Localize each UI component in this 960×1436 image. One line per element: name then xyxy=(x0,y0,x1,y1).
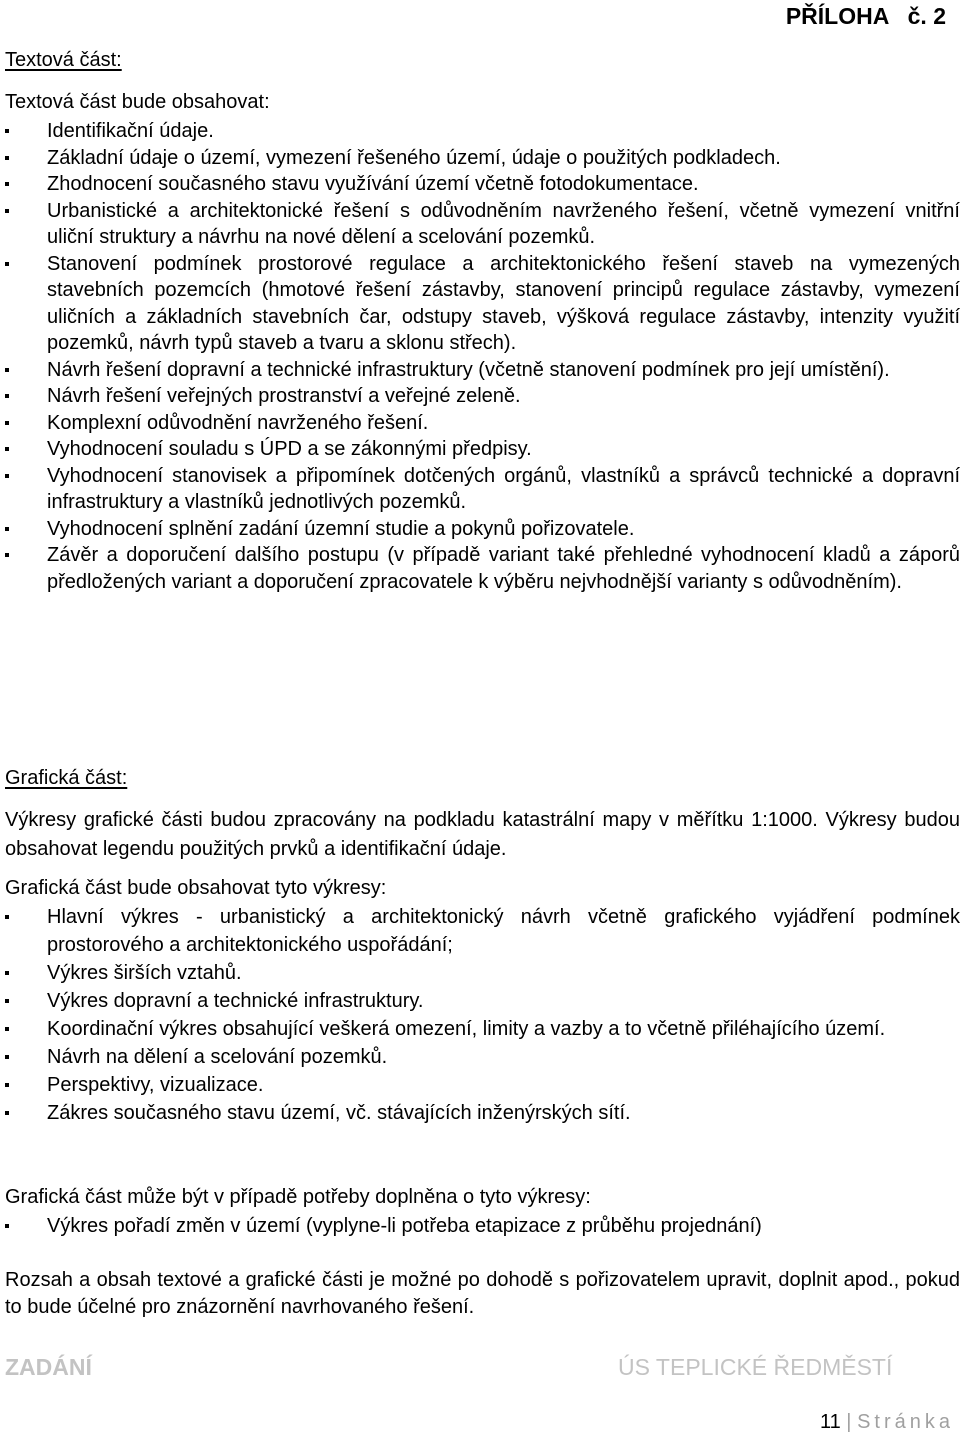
list-item xyxy=(5,516,960,543)
graphic-part-intro: Výkresy grafické části budou zpracovány na podkladu katastrální mapy v měřítku 1:1000. Výkresy budou obsahovat legendu použitých prvků a identifikační údaje. xyxy=(5,809,960,860)
list-item xyxy=(5,987,960,1015)
bullet-icon xyxy=(5,262,9,266)
list-item xyxy=(5,1043,960,1071)
bullet-icon xyxy=(5,553,9,557)
page-number-separator: | xyxy=(846,1411,852,1433)
bullet-icon xyxy=(5,1027,9,1031)
bullet-icon xyxy=(5,1224,9,1228)
list-item-text: Zákres současného stavu území, vč. stávajících inženýrských sítí. xyxy=(47,1102,631,1124)
list-item xyxy=(5,1212,960,1240)
list-item-text: Stanovení podmínek prostorové regulace a architektonického řešení staveb na vymezených stavebních pozemcích (hmotové řešení zástavby, stanovení principů regulace zástavby, vymezení uličních a základních stavebních čar, odstupy staveb, výšková regulace zástavby, intenzity využití pozemků, návrh typů staveb a tvaru a sklonu střech). xyxy=(47,252,960,354)
list-item-text: Výkres pořadí změn v území (vyplyne-li potřeba etapizace z průběhu projednání) xyxy=(47,1215,762,1237)
list-item xyxy=(5,383,960,410)
text-part-list xyxy=(5,118,960,595)
list-item xyxy=(5,118,960,145)
list-item-text: Identifikační údaje. xyxy=(47,120,214,142)
page-number-value: 11 xyxy=(819,1411,841,1433)
bullet-icon xyxy=(5,421,9,425)
bullet-icon xyxy=(5,1111,9,1115)
list-item xyxy=(5,542,960,595)
text-part-intro: Textová část bude obsahovat: xyxy=(5,91,270,113)
page-number-word: Stránka xyxy=(857,1411,954,1433)
graphic-part-heading: Grafická část: xyxy=(5,767,128,789)
list-item xyxy=(5,1099,960,1127)
bullet-icon xyxy=(5,368,9,372)
text-part-heading: Textová část: xyxy=(5,49,122,71)
bullet-icon xyxy=(5,156,9,160)
list-item-text: Návrh na dělení a scelování pozemků. xyxy=(47,1046,388,1068)
list-item-text: Vyhodnocení stanovisek a připomínek dotčených orgánů, vlastníků a správců technické a dopravní infrastruktury a vlastníků jednotlivých pozemků. xyxy=(47,464,960,513)
list-item xyxy=(5,463,960,516)
list-item xyxy=(5,171,960,198)
bullet-icon xyxy=(5,129,9,133)
footer-right-label: ÚS TEPLICKÉ ŘEDMĚSTÍ xyxy=(618,1354,893,1380)
list-item xyxy=(5,145,960,172)
footer-left-label: ZADÁNÍ xyxy=(5,1354,92,1380)
graphic-part-optional-list xyxy=(5,1212,960,1240)
list-item xyxy=(5,903,960,959)
closing-paragraph: Rozsah a obsah textové a grafické části je možné po dohodě s pořizovatelem upravit, doplnit apod., pokud to bude účelné pro znázornění navrhovaného řešení. xyxy=(5,1269,960,1318)
bullet-icon xyxy=(5,447,9,451)
list-item-text: Koordinační výkres obsahující veškerá omezení, limity a vazby a to včetně přiléhajícího území. xyxy=(47,1018,886,1040)
bullet-icon xyxy=(5,527,9,531)
graphic-part-list-intro: Grafická část bude obsahovat tyto výkresy: xyxy=(5,877,387,899)
list-item xyxy=(5,1015,960,1043)
bullet-icon xyxy=(5,394,9,398)
list-item-text: Výkres dopravní a technické infrastruktury. xyxy=(47,990,424,1012)
list-item-text: Hlavní výkres - urbanistický a architektonický návrh včetně grafického vyjádření podmínek prostorového a architektonického uspořádání; xyxy=(47,906,960,956)
list-item-text: Komplexní odůvodnění navrženého řešení. xyxy=(47,411,429,434)
bullet-icon xyxy=(5,209,9,213)
list-item-text: Perspektivy, vizualizace. xyxy=(47,1074,264,1096)
list-item xyxy=(5,410,960,437)
list-item xyxy=(5,959,960,987)
list-item-text: Urbanistické a architektonické řešení s odůvodněním navrženého řešení, včetně vymezení vnitřní uliční struktury a návrhu na nové dělení a scelování pozemků. xyxy=(47,199,960,248)
list-item-text: Vyhodnocení splnění zadání územní studie a pokynů pořizovatele. xyxy=(47,517,635,540)
bullet-icon xyxy=(5,971,9,975)
list-item-text: Zhodnocení současného stavu využívání území včetně fotodokumentace. xyxy=(47,173,699,195)
list-item xyxy=(5,436,960,463)
list-item-text: Návrh řešení dopravní a technické infrastruktury (včetně stanovení podmínek pro její umístění). xyxy=(47,358,890,381)
list-item xyxy=(5,198,960,251)
graphic-part-optional-intro: Grafická část může být v případě potřeby doplněna o tyto výkresy: xyxy=(5,1186,591,1208)
bullet-icon xyxy=(5,915,9,919)
annex-label: PŘÍLOHA č. 2 xyxy=(785,3,946,29)
list-item-text: Základní údaje o území, vymezení řešeného území, údaje o použitých podkladech. xyxy=(47,146,781,169)
list-item xyxy=(5,357,960,384)
graphic-part-list xyxy=(5,903,960,1127)
list-item-text: Závěr a doporučení dalšího postupu (v případě variant také přehledné vyhodnocení kladů a záporů předložených variant a doporučení zpracovatele k výběru nejvhodnější varianty s odůvodněním). xyxy=(47,544,960,593)
bullet-icon xyxy=(5,1055,9,1059)
list-item-text: Návrh řešení veřejných prostranství a veřejné zeleně. xyxy=(47,385,521,407)
list-item xyxy=(5,1071,960,1099)
list-item-text: Vyhodnocení souladu s ÚPD a se zákonnými předpisy. xyxy=(47,438,532,460)
bullet-icon xyxy=(5,999,9,1003)
bullet-icon xyxy=(5,474,9,478)
bullet-icon xyxy=(5,182,9,186)
bullet-icon xyxy=(5,1083,9,1087)
list-item-text: Výkres širších vztahů. xyxy=(47,962,242,984)
page-number xyxy=(820,1409,954,1435)
list-item xyxy=(5,251,960,357)
